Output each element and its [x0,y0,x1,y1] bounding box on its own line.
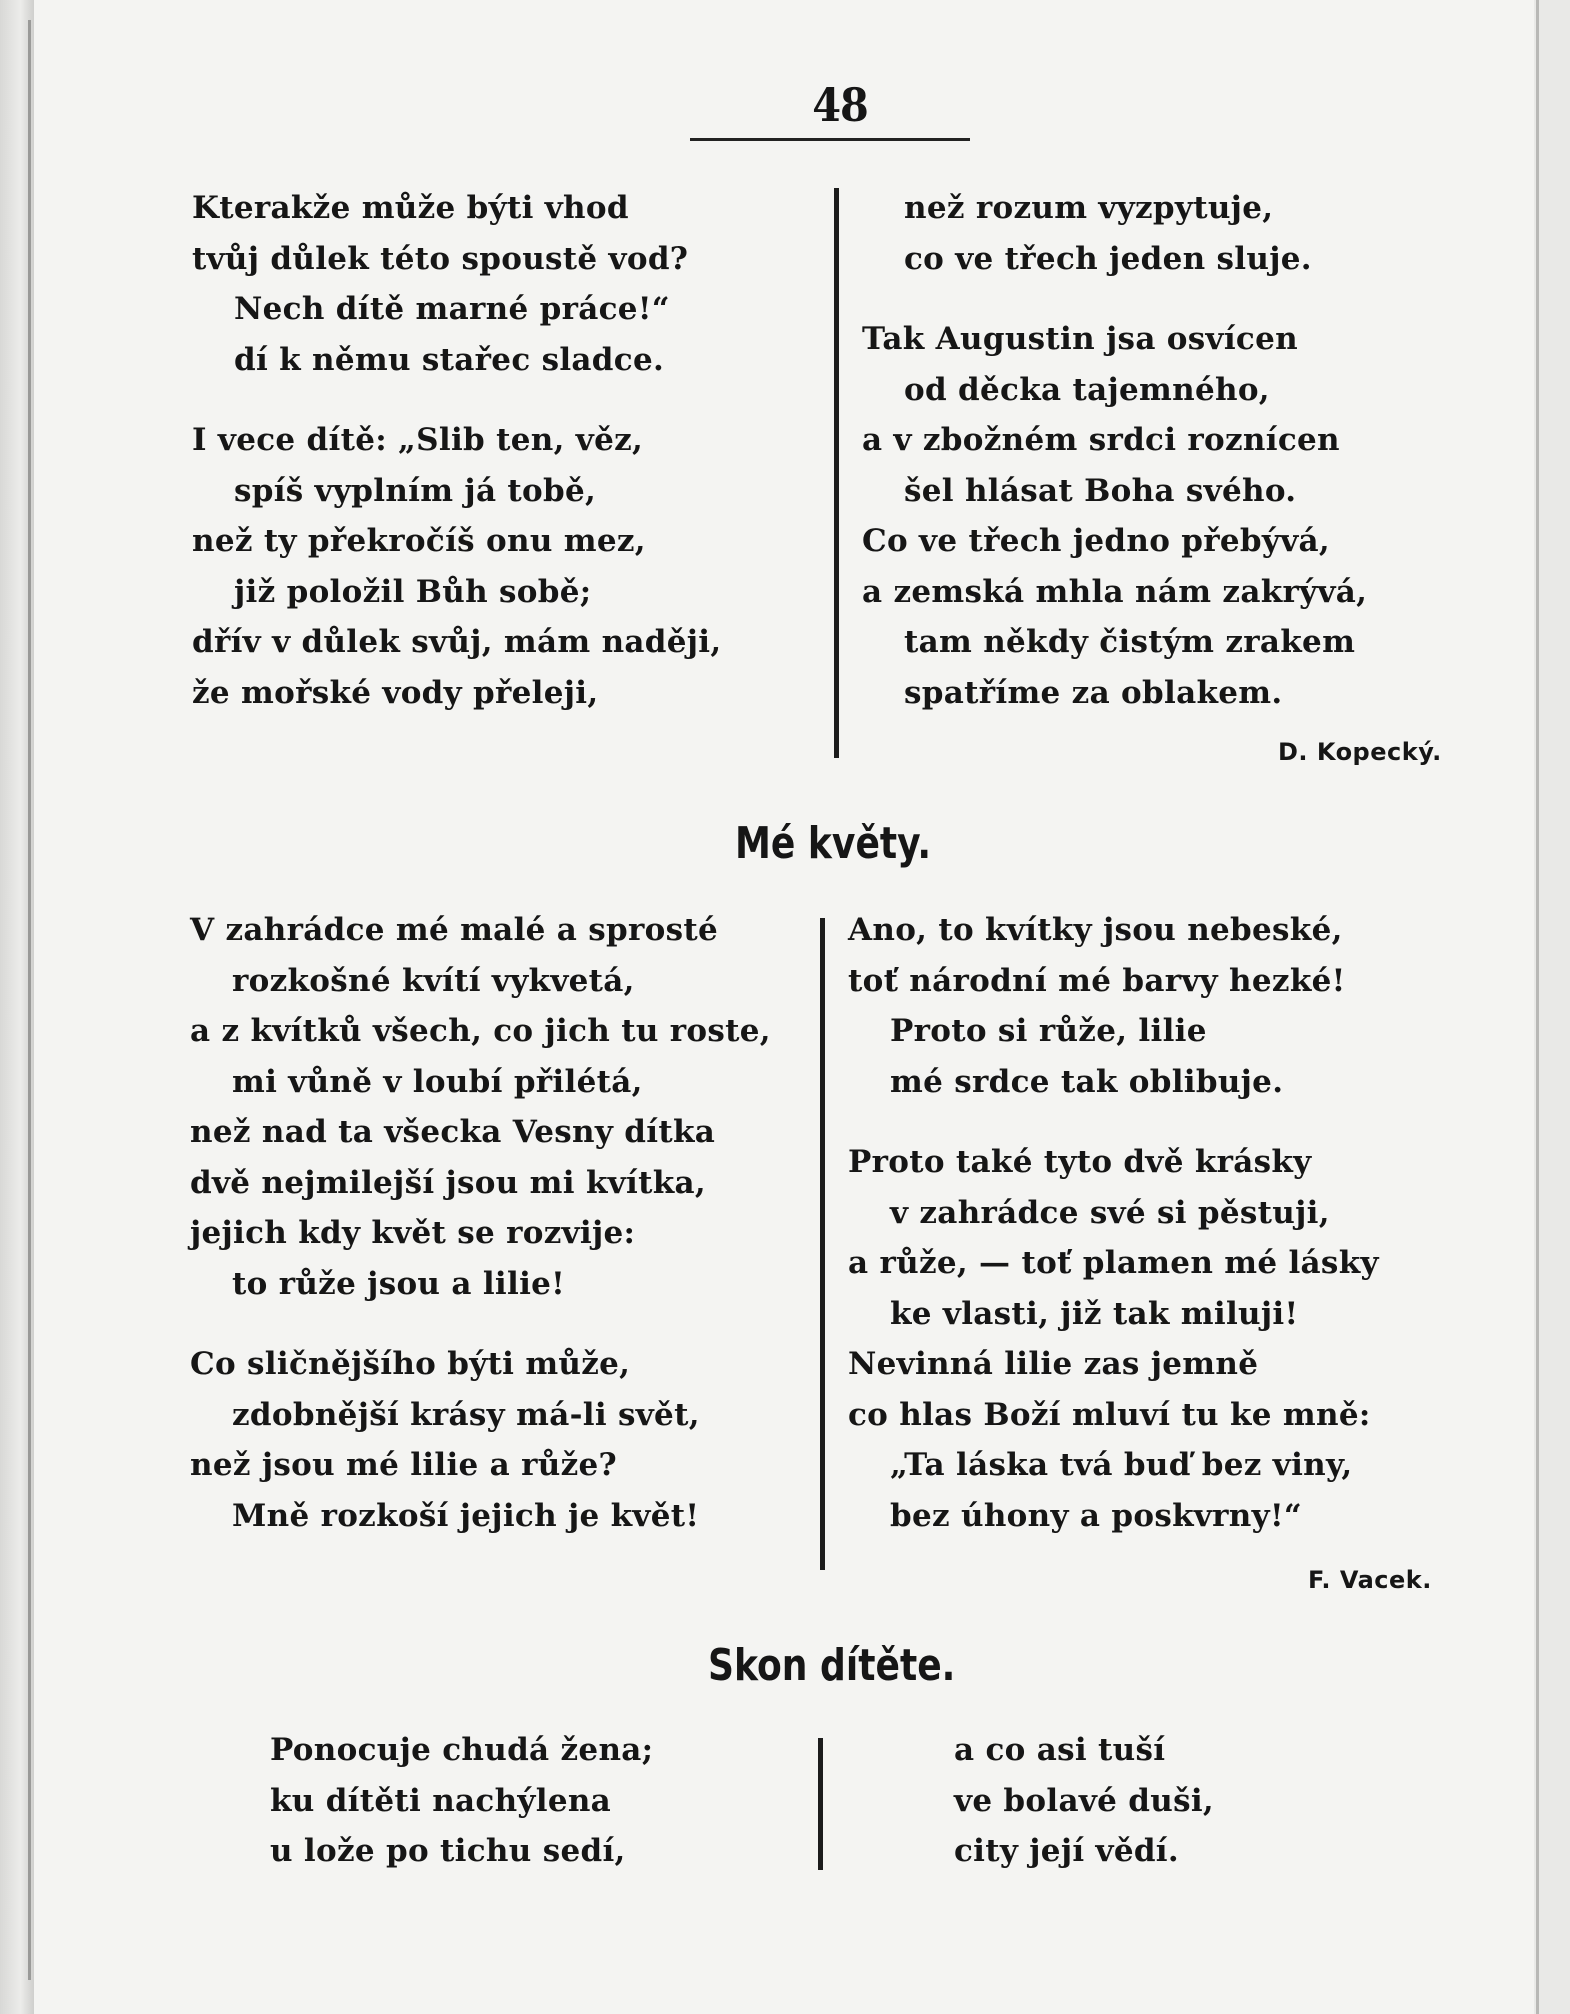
verse-line: Tak Augustin jsa osvícen [862,321,1298,357]
verse-line: city její vědí. [954,1833,1179,1869]
page-number: 48 [812,78,868,132]
verse-line: jejich kdy květ se rozvije: [190,1215,636,1251]
verse-line: než nad ta všecka Vesny dítka [190,1114,716,1150]
verse-line: mi vůně v loubí přilétá, [232,1063,643,1100]
verse-line: dvě nejmilejší jsou mi kvítka, [190,1164,706,1201]
verse-line: tvůj důlek této spoustě vod? [192,240,689,277]
verse-line: zdobnější krásy má-li svět, [232,1396,700,1433]
verse-line: že mořské vody přeleji, [192,674,599,711]
verse-line: Kterakže může býti vhod [192,190,629,226]
verse-line: Nech dítě marné práce!“ [234,291,670,327]
poem1-column-divider [834,188,839,758]
verse-line: a co asi tuší [954,1732,1166,1768]
verse-line: a růže, — toť plamen mé lásky [848,1245,1379,1281]
verse-line: u lože po tichu sedí, [270,1833,626,1869]
verse-line: toť národní mé barvy hezké! [848,962,1346,999]
verse-line: a z kvítků všech, co jich tu roste, [190,1013,771,1049]
binding-line [28,20,31,1980]
verse-line: již položil Bůh sobě; [234,573,592,610]
verse-line: od děcka tajemného, [904,371,1270,408]
verse-line: „Ta láska tvá buď bez viny, [890,1447,1353,1483]
poem3-right-column [954,1725,1214,1877]
verse-line: mé srdce tak oblibuje. [890,1063,1284,1100]
stanza-break [862,284,1367,314]
poem2-left-column [190,905,771,1541]
verse-line: Ano, to kvítky jsou nebeské, [848,912,1343,948]
verse-line: to růže jsou a lilie! [232,1265,566,1302]
verse-line: Co sličnějšího býti může, [190,1346,631,1382]
verse-line: ku dítěti nachýlena [270,1782,612,1819]
stanza-break [190,1309,771,1339]
verse-line: a zemská mhla nám zakrývá, [862,573,1368,610]
poem3-title: Skon dítěte. [708,1640,956,1691]
verse-line: co hlas Boží mluví tu ke mně: [848,1396,1371,1433]
verse-line: v zahrádce své si pěstuji, [890,1194,1330,1231]
poem2-right-column [848,905,1379,1541]
poem2-column-divider [820,918,825,1570]
stanza-break [192,385,721,415]
poem3-column-divider [818,1738,823,1870]
verse-line: ve bolavé duši, [954,1782,1215,1819]
poem1-right-column [862,183,1367,718]
verse-line: Mně rozkoší jejich je květ! [232,1497,700,1534]
verse-line: šel hlásat Boha svého. [904,472,1297,509]
verse-line: co ve třech jeden sluje. [904,240,1312,277]
verse-line: bez úhony a poskvrny!“ [890,1497,1302,1534]
verse-line: než jsou mé lilie a růže? [190,1447,618,1483]
verse-line: Nevinná lilie zas jemně [848,1346,1259,1382]
verse-line: a v zbožném srdci roznícen [862,422,1340,458]
verse-line: I vece dítě: „Slib ten, věz, [192,422,644,458]
verse-line: než rozum vyzpytuje, [904,190,1274,226]
verse-line: rozkošné kvítí vykvetá, [232,962,635,999]
verse-line: spatříme za oblakem. [904,674,1283,711]
verse-line: V zahrádce mé malé a sprosté [190,912,718,948]
verse-line: Ponocuje chudá žena; [270,1732,654,1768]
poem3-left-column [270,1725,653,1877]
poem1-left-column [192,183,721,718]
verse-line: Co ve třech jedno přebývá, [862,523,1330,559]
poem2-author: F. Vacek. [1308,1566,1432,1594]
verse-line: Proto si růže, lilie [890,1013,1207,1049]
verse-line: dřív v důlek svůj, mám naději, [192,624,722,660]
verse-line: než ty překročíš onu mez, [192,523,646,559]
verse-line: spíš vyplním já tobě, [234,472,597,509]
poem2-title: Mé květy. [735,818,932,869]
verse-line: Proto také tyto dvě krásky [848,1144,1312,1180]
header-rule [690,138,970,141]
poem1-author: D. Kopecký. [1278,738,1442,766]
page-right-edge [1536,0,1539,2014]
verse-line: tam někdy čistým zrakem [904,624,1356,660]
verse-line: ke vlasti, již tak miluji! [890,1295,1299,1332]
verse-line: dí k němu stařec sladce. [234,341,665,378]
stanza-break [848,1107,1379,1137]
